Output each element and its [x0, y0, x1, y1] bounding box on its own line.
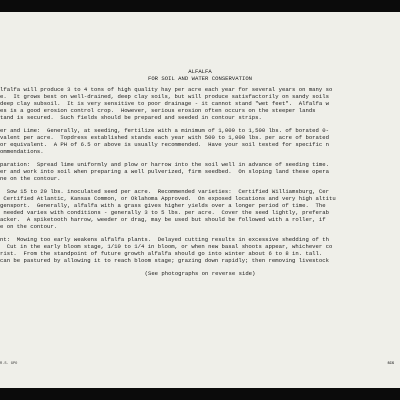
paragraph-line: deep clay subsoil. It is very sensitive to poor drainage - it cannot stand "wet feet". Alfalfa w: [0, 100, 329, 107]
document-body: [0, 68, 400, 277]
paragraph-line: gensport. Generally, alfalfa with a grass gives higher yields over a longer period of time. The: [0, 202, 326, 209]
paragraph-line: er and Lime: Generally, at seeding, fertilize with a minimum of 1,000 to 1,500 lbs. of borated 0-: [0, 127, 329, 134]
paragraph-line: needed varies with conditions - generally 3 to 5 lbs. per acre. Cover the seed lightly, preferab: [0, 209, 329, 216]
document-subtitle: FOR SOIL AND WATER CONSERVATION: [147, 75, 253, 82]
document-title: ALFALFA: [188, 68, 212, 75]
paragraph-line: ne on the contour.: [0, 175, 61, 182]
paragraph-line: lfalfa will produce 3 to 4 tons of high quality hay per acre each year for several years on many so: [0, 86, 333, 93]
paragraph-line: Cut in the early bloom stage, 1/10 to 1/4 in bloom, or when new basal shoots appear, whichever co: [0, 243, 333, 250]
paragraph-line: e. It grows best on well-drained, deep clay soils, but will produce satisfactorily on sandy soils: [0, 93, 329, 100]
reverse-side-note: (See photographs on reverse side): [144, 270, 256, 277]
paragraph-line: Certified Atlantic, Kansas Common, or Oklahoma Approved. On exposed locations and very high altitu: [0, 195, 336, 202]
footer-right: SCS: [387, 362, 394, 366]
paragraph-line: er and work into soil when preparing a well pulverized, firm seedbed. On sloping land these opera: [0, 168, 329, 175]
footer-left: R.S. GPO: [0, 362, 18, 366]
paragraph-line: acker. A spiketooth harrow, weeder or drag, may be used but should be followed with a roller, if: [0, 216, 326, 223]
paragraph-line: e on the contour.: [0, 223, 58, 230]
paragraph-line: ommendations.: [0, 148, 44, 155]
paragraph-line: valent per acre. Topdress established stands each year with 500 to 1,000 lbs. per acre of borated: [0, 134, 329, 141]
intro-paragraph: [0, 86, 400, 121]
management-section: [0, 236, 400, 264]
paragraph-line: or equivalent. A PH of 6.5 or above is usually recommended. Have your soil tested for specific n: [0, 141, 329, 148]
paragraph-line: nt: Mowing too early weakens alfalfa plants. Delayed cutting results in excessive shedding of th: [0, 236, 329, 243]
seeding-section: [0, 188, 400, 230]
paragraph-line: rist. From the standpoint of future growth alfalfa should go into winter about 6 to 8 in. tall.: [0, 250, 323, 257]
document-page: [0, 12, 400, 388]
paragraph-line: paration: Spread lime uniformly and plow or harrow into the soil well in advance of seeding time.: [0, 161, 329, 168]
paragraph-line: can be pastured by allowing it to reach bloom stage; grazing down rapidly; then removing livestock: [0, 257, 329, 264]
paragraph-line: es is a good erosion control crop. However, serious erosion often occurs on the steeper lands: [0, 107, 316, 114]
seedbed-preparation-section: [0, 161, 400, 182]
paragraph-line: Sow 15 to 20 lbs. inoculated seed per acre. Recommended varieties: Certified Williamsburg, Cer: [0, 188, 329, 195]
paragraph-line: tand is secured. Such fields should be prepared and seeded in contour strips.: [0, 114, 262, 121]
fertilizer-lime-section: [0, 127, 400, 155]
